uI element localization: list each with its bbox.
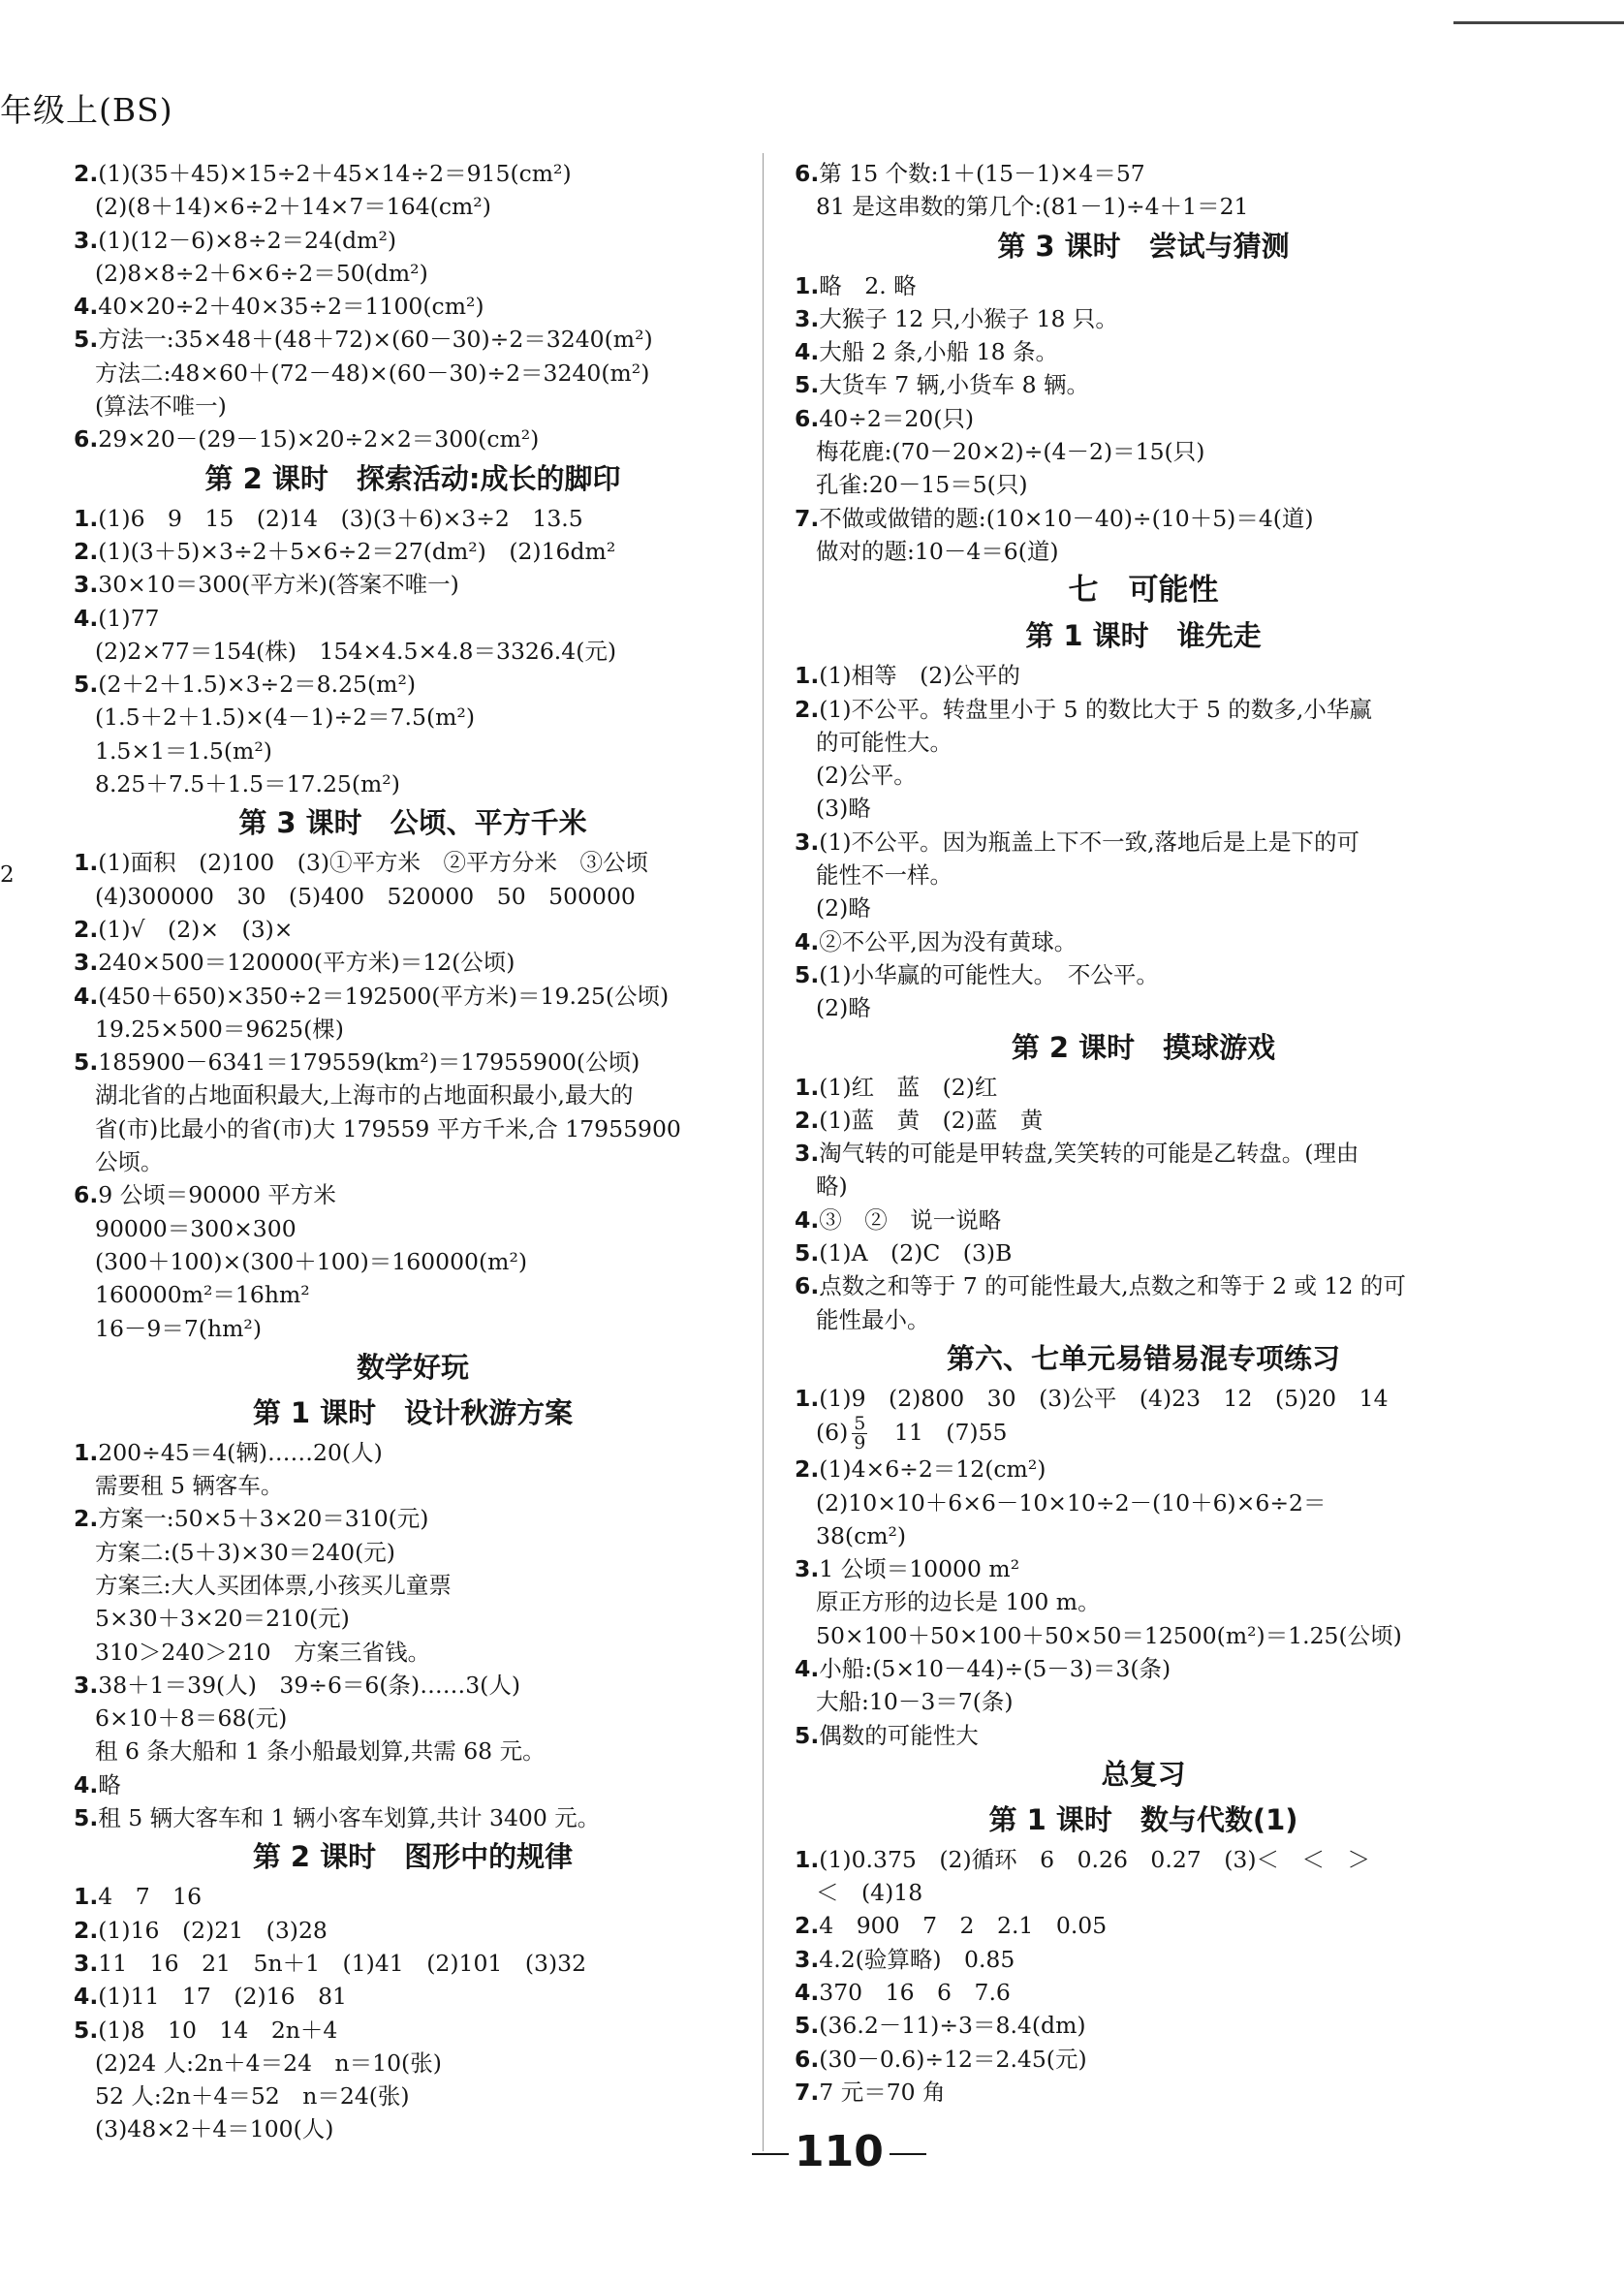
answer-item: [74, 1947, 752, 1980]
answer-line: 方法二:48×60＋(72－48)×(60－30)÷2＝3240(m²): [95, 359, 650, 387]
answer-text: (36.2－11)÷3＝8.4(dm): [819, 2012, 1086, 2040]
question-number: 3.: [74, 1949, 99, 1977]
question-number: 1.: [795, 1384, 820, 1412]
answer-text: 30×10＝300(平方米)(答案不唯一): [98, 571, 459, 599]
answer-text: (1)4×6÷2＝12(cm²): [819, 1455, 1046, 1484]
left-column: [74, 157, 752, 2146]
answer-line: 能性最小。: [816, 1305, 930, 1333]
answer-item: [795, 302, 1492, 335]
question-number: 5.: [74, 671, 99, 699]
answer-item: [795, 1943, 1492, 1976]
question-number: 4.: [795, 1654, 820, 1682]
answer-line: 略): [816, 1173, 848, 1201]
answer-line: 160000m²＝16hm²: [95, 1281, 310, 1309]
question-number: 5.: [795, 1721, 820, 1749]
answer-text: 第 15 个数:1＋(15－1)×4＝57: [819, 160, 1145, 187]
answer-item: [74, 1768, 752, 1801]
question-number: 5.: [74, 326, 99, 354]
answer-text: ③ ② 说一说略: [819, 1205, 1002, 1234]
question-number: 3.: [795, 304, 820, 332]
answer-line: 90000＝300×300: [95, 1214, 297, 1242]
answer-text: 租 5 辆大客车和 1 辆小客车划算,共计 3400 元。: [98, 1804, 601, 1832]
answer-line-fraction: [795, 1415, 1492, 1453]
question-number: 1.: [795, 1845, 820, 1873]
answer-text: 40÷2＝20(只): [819, 404, 975, 432]
answer-text: (1)16 (2)21 (3)28: [98, 1916, 328, 1944]
answer-line: 310＞240＞210 方案三省钱。: [95, 1638, 431, 1666]
question-number: 3.: [74, 949, 99, 977]
answer-line: 需要租 5 辆客车。: [95, 1472, 284, 1500]
question-number: 4.: [795, 1205, 820, 1234]
question-number: 7.: [795, 504, 820, 532]
question-number: 5.: [74, 1804, 99, 1832]
answer-line: 省(市)比最小的省(市)大 179559 平方千米,合 17955900: [95, 1114, 681, 1142]
answer-text: (1)(35＋45)×15÷2＋45×14÷2＝915(cm²): [98, 160, 572, 187]
question-number: 4.: [795, 927, 820, 955]
answer-item: [795, 1719, 1492, 1752]
answer-line: (4)300000 30 (5)400 520000 50 500000: [95, 882, 636, 910]
answer-line: (2)2×77＝154(株) 154×4.5×4.8＝3326.4(元): [95, 637, 617, 665]
answer-text: (1)√ (2)× (3)×: [98, 915, 294, 943]
answer-line: ＜ (4)18: [816, 1879, 923, 1907]
question-number: 5.: [795, 2012, 820, 2040]
question-number: 3.: [795, 1140, 820, 1168]
answer-item: [74, 157, 752, 190]
answer-item: [74, 422, 752, 455]
answer-line: (算法不唯一): [95, 392, 227, 421]
answer-text: (1)面积 (2)100 (3)①平方米 ②平方分米 ③公顷: [98, 849, 648, 877]
question-number: 2.: [795, 1912, 820, 1940]
answer-line: 52 人:2n＋4＝52 n＝24(张): [95, 2082, 410, 2111]
question-number: 1.: [74, 504, 99, 532]
page-number-dash-right: [890, 2153, 926, 2155]
margin-mark: 2: [0, 862, 15, 888]
answer-line: 孔雀:20－15＝5(只): [816, 471, 1028, 499]
answer-text: (1)77: [98, 604, 160, 632]
answer-item: [795, 502, 1492, 535]
answer-text: (1)小华赢的可能性大。 不公平。: [819, 960, 1159, 988]
section-heading: 第六、七单元易错易混专项练习: [946, 1341, 1340, 1375]
question-number: 4.: [74, 1983, 99, 2011]
question-number: 5.: [795, 960, 820, 988]
answer-line: 原正方形的边长是 100 m。: [816, 1588, 1101, 1616]
answer-text: 29×20－(29－15)×20÷2×2＝300(cm²): [98, 425, 540, 453]
answer-item: [74, 1880, 752, 1913]
answer-item: [795, 958, 1492, 991]
answer-text: 240×500＝120000(平方米)＝12(公顷): [98, 949, 515, 977]
answer-item: [74, 1436, 752, 1469]
answer-item: [74, 946, 752, 979]
answer-text: 略 2. 略: [819, 271, 917, 299]
answer-line: 方案三:大人买团体票,小孩买儿童票: [95, 1571, 452, 1599]
answer-line: 5×30＋3×20＝210(元): [95, 1605, 350, 1633]
page-number: [746, 2127, 932, 2176]
answer-item: [795, 402, 1492, 435]
section-heading: 第 1 课时 数与代数(1): [988, 1802, 1298, 1836]
answer-item: [74, 1980, 752, 2013]
answer-line: 6×10＋8＝68(元): [95, 1704, 288, 1733]
answer-line: (3)48×2＋4＝100(人): [95, 2115, 334, 2143]
answer-text: (1)8 10 14 2n＋4: [98, 2016, 338, 2044]
answer-item: [74, 224, 752, 257]
question-number: 2.: [74, 160, 99, 187]
answer-line: (2)略: [816, 894, 871, 923]
answer-text: 11 (7)55: [871, 1419, 1008, 1447]
answer-text: (1)相等 (2)公平的: [819, 662, 1020, 690]
answer-line: (1.5＋2＋1.5)×(4－1)÷2＝7.5(m²): [95, 704, 476, 732]
answer-text: 方法一:35×48＋(48＋72)×(60－30)÷2＝3240(m²): [98, 326, 653, 354]
section-heading: 第 2 课时 图形中的规律: [252, 1840, 574, 1874]
answer-text: 7 元＝70 角: [819, 2078, 946, 2106]
question-number: 6.: [795, 404, 820, 432]
section-heading: 第 3 课时 尝试与猜测: [997, 229, 1290, 263]
answer-text: 4 900 7 2 2.1 0.05: [819, 1912, 1108, 1940]
answer-item: [74, 323, 752, 356]
answer-text: 40×20÷2＋40×35÷2＝1100(cm²): [98, 293, 484, 321]
answer-text: 略: [98, 1770, 121, 1798]
answer-text: (1)9 (2)800 30 (3)公平 (4)23 12 (5)20 14: [819, 1384, 1389, 1412]
answer-item: [74, 1801, 752, 1834]
answer-line: (2)略: [816, 994, 871, 1022]
answer-text: (1)不公平。因为瓶盖上下不一致,落地后是上是下的可: [819, 828, 1360, 856]
question-number: 2.: [74, 537, 99, 565]
answer-item: [795, 1137, 1492, 1170]
answer-text: 11 16 21 5n＋1 (1)41 (2)101 (3)32: [98, 1949, 587, 1977]
answer-text: 200÷45＝4(辆)……20(人): [98, 1438, 383, 1466]
answer-line: 租 6 条大船和 1 条小船最划算,共需 68 元。: [95, 1737, 546, 1766]
answer-item: [74, 602, 752, 635]
answer-text: (450＋650)×350÷2＝192500(平方米)＝19.25(公顷): [98, 982, 670, 1010]
answer-line: 81 是这串数的第几个:(81－1)÷4＋1＝21: [816, 193, 1249, 221]
answer-text: ②不公平,因为没有黄球。: [819, 927, 1077, 955]
answer-item: [74, 668, 752, 701]
answer-text: 185900－6341＝179559(km²)＝17955900(公顷): [98, 1048, 640, 1077]
answer-line: 方案二:(5＋3)×30＝240(元): [95, 1538, 395, 1566]
answer-text: 淘气转的可能是甲转盘,笑笑转的可能是乙转盘。(理由: [819, 1140, 1359, 1168]
chapter-title: 七 可能性: [1068, 573, 1219, 609]
question-number: 4.: [74, 982, 99, 1010]
answer-text: (1)蓝 黄 (2)蓝 黄: [819, 1106, 1044, 1134]
answer-item: [74, 2014, 752, 2047]
answer-line: (2)10×10＋6×6－10×10÷2－(10＋6)×6÷2＝: [816, 1488, 1327, 1517]
answer-item: [795, 826, 1492, 859]
answer-item: [795, 2009, 1492, 2042]
question-number: 2.: [795, 1106, 820, 1134]
answer-item: [795, 1976, 1492, 2009]
answer-line: 梅花鹿:(70－20×2)÷(4－2)＝15(只): [816, 438, 1205, 466]
answer-item: [795, 368, 1492, 401]
section-heading: 第 3 课时 公顷、平方千米: [238, 806, 587, 840]
answer-item: [74, 1046, 752, 1079]
answer-text: 大猴子 12 只,小猴子 18 只。: [819, 304, 1118, 332]
answer-text: 不做或做错的题:(10×10－40)÷(10＋5)＝4(道): [819, 504, 1314, 532]
answer-item: [795, 1382, 1492, 1415]
answer-item: [74, 846, 752, 879]
answer-item: [795, 1236, 1492, 1269]
question-number: 1.: [74, 1883, 99, 1911]
answer-text: 大船 2 条,小船 18 条。: [819, 338, 1058, 366]
answer-item: [74, 913, 752, 946]
answer-line: 大船:10－3＝7(条): [816, 1688, 1014, 1716]
answer-text: 4 7 16: [98, 1883, 203, 1911]
answer-text: 370 16 6 7.6: [819, 1979, 1011, 2007]
answer-item: [795, 1453, 1492, 1486]
answer-text: 点数之和等于 7 的可能性最大,点数之和等于 2 或 12 的可: [819, 1272, 1406, 1300]
answer-item: [795, 659, 1492, 692]
question-number: 2.: [74, 915, 99, 943]
section-heading: 总复习: [1101, 1757, 1186, 1791]
answer-text: 大货车 7 辆,小货车 8 辆。: [819, 371, 1090, 399]
question-number: 1.: [795, 662, 820, 690]
section-heading: 第 1 课时 谁先走: [1025, 619, 1262, 653]
answer-text: (2＋2＋1.5)×3÷2＝8.25(m²): [98, 671, 417, 699]
question-number: 1.: [74, 849, 99, 877]
answer-line: 8.25＋7.5＋1.5＝17.25(m²): [95, 770, 400, 798]
answer-line: (2)8×8÷2＋6×6÷2＝50(dm²): [95, 259, 428, 287]
fraction-denominator: 9: [854, 1432, 866, 1454]
question-number: 4.: [795, 338, 820, 366]
question-number: 4.: [795, 1979, 820, 2007]
question-number: 1.: [795, 271, 820, 299]
answer-item: [74, 1914, 752, 1947]
answer-item: [74, 980, 752, 1013]
answer-item: [74, 535, 752, 568]
question-number: 2.: [74, 1505, 99, 1533]
answer-item: [795, 2076, 1492, 2109]
answer-text: (6): [816, 1419, 849, 1447]
question-number: 3.: [74, 571, 99, 599]
answer-line: 16－9＝7(hm²): [95, 1314, 262, 1342]
answer-item: [795, 1269, 1492, 1302]
answer-text: (1)不公平。转盘里小于 5 的数比大于 5 的数多,小华赢: [819, 695, 1372, 723]
answer-item: [795, 1204, 1492, 1236]
question-number: 4.: [74, 1770, 99, 1798]
answer-text: 9 公顷＝90000 平方米: [98, 1181, 336, 1209]
answer-line: 湖北省的占地面积最大,上海市的占地面积最小,最大的: [95, 1081, 634, 1110]
question-number: 5.: [795, 1239, 820, 1267]
answer-item: [795, 335, 1492, 368]
answer-item: [795, 1652, 1492, 1685]
answer-item: [795, 269, 1492, 302]
question-number: 1.: [795, 1073, 820, 1101]
question-number: 6.: [795, 2045, 820, 2073]
answer-line: (2)(8＋14)×6÷2＋14×7＝164(cm²): [95, 193, 491, 221]
answer-item: [795, 157, 1492, 190]
question-number: 5.: [74, 1048, 99, 1077]
answer-text: (1)(12－6)×8÷2＝24(dm²): [98, 226, 397, 254]
question-number: 6.: [795, 1272, 820, 1300]
answer-item: [74, 290, 752, 323]
answer-line: (3)略: [816, 795, 871, 823]
page-number-dash-left: [752, 2153, 789, 2155]
question-number: 2.: [74, 1916, 99, 1944]
answer-line: 公顷。: [95, 1148, 164, 1176]
answer-item: [74, 1178, 752, 1211]
question-number: 3.: [795, 828, 820, 856]
answer-text: (1)0.375 (2)循环 6 0.26̇ 0.27 (3)＜ ＜ ＞: [819, 1845, 1371, 1873]
answer-line: (2)24 人:2n＋4＝24 n＝10(张): [95, 2048, 442, 2077]
section-heading: 第 2 课时 摸球游戏: [1011, 1030, 1276, 1064]
answer-text: (30－0.6)÷12＝2.45(元): [819, 2045, 1087, 2073]
question-number: 2.: [795, 695, 820, 723]
section-heading: 数学好玩: [356, 1350, 469, 1384]
answer-item: [795, 1071, 1492, 1104]
right-column: [795, 157, 1492, 2109]
column-divider: [763, 153, 764, 2151]
page-number-text: 110: [795, 2127, 884, 2176]
question-number: 3.: [74, 226, 99, 254]
answer-item: [795, 1843, 1492, 1876]
answer-text: 偶数的可能性大: [819, 1721, 979, 1749]
question-number: 6.: [74, 425, 99, 453]
answer-line: 做对的题:10－4＝6(道): [816, 537, 1059, 565]
question-number: 5.: [795, 371, 820, 399]
answer-line: 50×100＋50×100＋50×50＝12500(m²)＝1.25(公顷): [816, 1621, 1402, 1649]
answer-item: [795, 925, 1492, 958]
section-heading: 第 2 课时 探索活动:成长的脚印: [204, 461, 621, 495]
fraction-numerator: 5: [854, 1413, 866, 1435]
answer-line: 能性不一样。: [816, 861, 953, 890]
answer-line: (2)公平。: [816, 762, 917, 790]
answer-item: [74, 1669, 752, 1702]
answer-item: [74, 1502, 752, 1535]
question-number: 5.: [74, 2016, 99, 2044]
answer-item: [74, 568, 752, 601]
question-number: 7.: [795, 2078, 820, 2106]
answer-text: (1)6 9 15 (2)14 (3)(3＋6)×3÷2 13.5: [98, 504, 583, 532]
top-rule: [1453, 21, 1624, 24]
page-header-title: 年级上(BS): [0, 91, 173, 129]
question-number: 3.: [795, 1555, 820, 1583]
question-number: 6.: [74, 1181, 99, 1209]
answer-text: 38＋1＝39(人) 39÷6＝6(条)……3(人): [98, 1671, 520, 1699]
answer-line: 的可能性大。: [816, 728, 953, 756]
question-number: 4.: [74, 604, 99, 632]
answer-line: 38(cm²): [816, 1521, 907, 1549]
answer-text: 1 公顷＝10000 m²: [819, 1555, 1020, 1583]
answer-item: [795, 693, 1492, 726]
question-number: 3.: [795, 1945, 820, 1973]
answer-text: 小船:(5×10－44)÷(5－3)＝3(条): [819, 1654, 1171, 1682]
answer-item: [795, 2043, 1492, 2076]
answer-text: (1)A (2)C (3)B: [819, 1239, 1013, 1267]
answer-text: (1)(3＋5)×3÷2＋5×6÷2＝27(dm²) (2)16dm²: [98, 537, 616, 565]
section-heading: 第 1 课时 设计秋游方案: [252, 1395, 574, 1429]
question-number: 3.: [74, 1671, 99, 1699]
answer-item: [795, 1104, 1492, 1137]
fraction: [852, 1415, 867, 1453]
answer-item: [74, 502, 752, 535]
answer-line: 19.25×500＝9625(棵): [95, 1015, 344, 1043]
answer-text: (1)红 蓝 (2)红: [819, 1073, 998, 1101]
question-number: 4.: [74, 293, 99, 321]
answer-text: (1)11 17 (2)16 81: [98, 1983, 347, 2011]
question-number: 1.: [74, 1438, 99, 1466]
question-number: 6.: [795, 160, 820, 187]
answer-text: 方案一:50×5＋3×20＝310(元): [98, 1505, 429, 1533]
question-number: 2.: [795, 1455, 820, 1484]
answer-text: 4.2(验算略) 0.85: [819, 1945, 1015, 1973]
answer-item: [795, 1909, 1492, 1942]
answer-item: [795, 1552, 1492, 1585]
answer-line: (300＋100)×(300＋100)＝160000(m²): [95, 1247, 528, 1275]
answer-line: 1.5×1＝1.5(m²): [95, 736, 272, 765]
